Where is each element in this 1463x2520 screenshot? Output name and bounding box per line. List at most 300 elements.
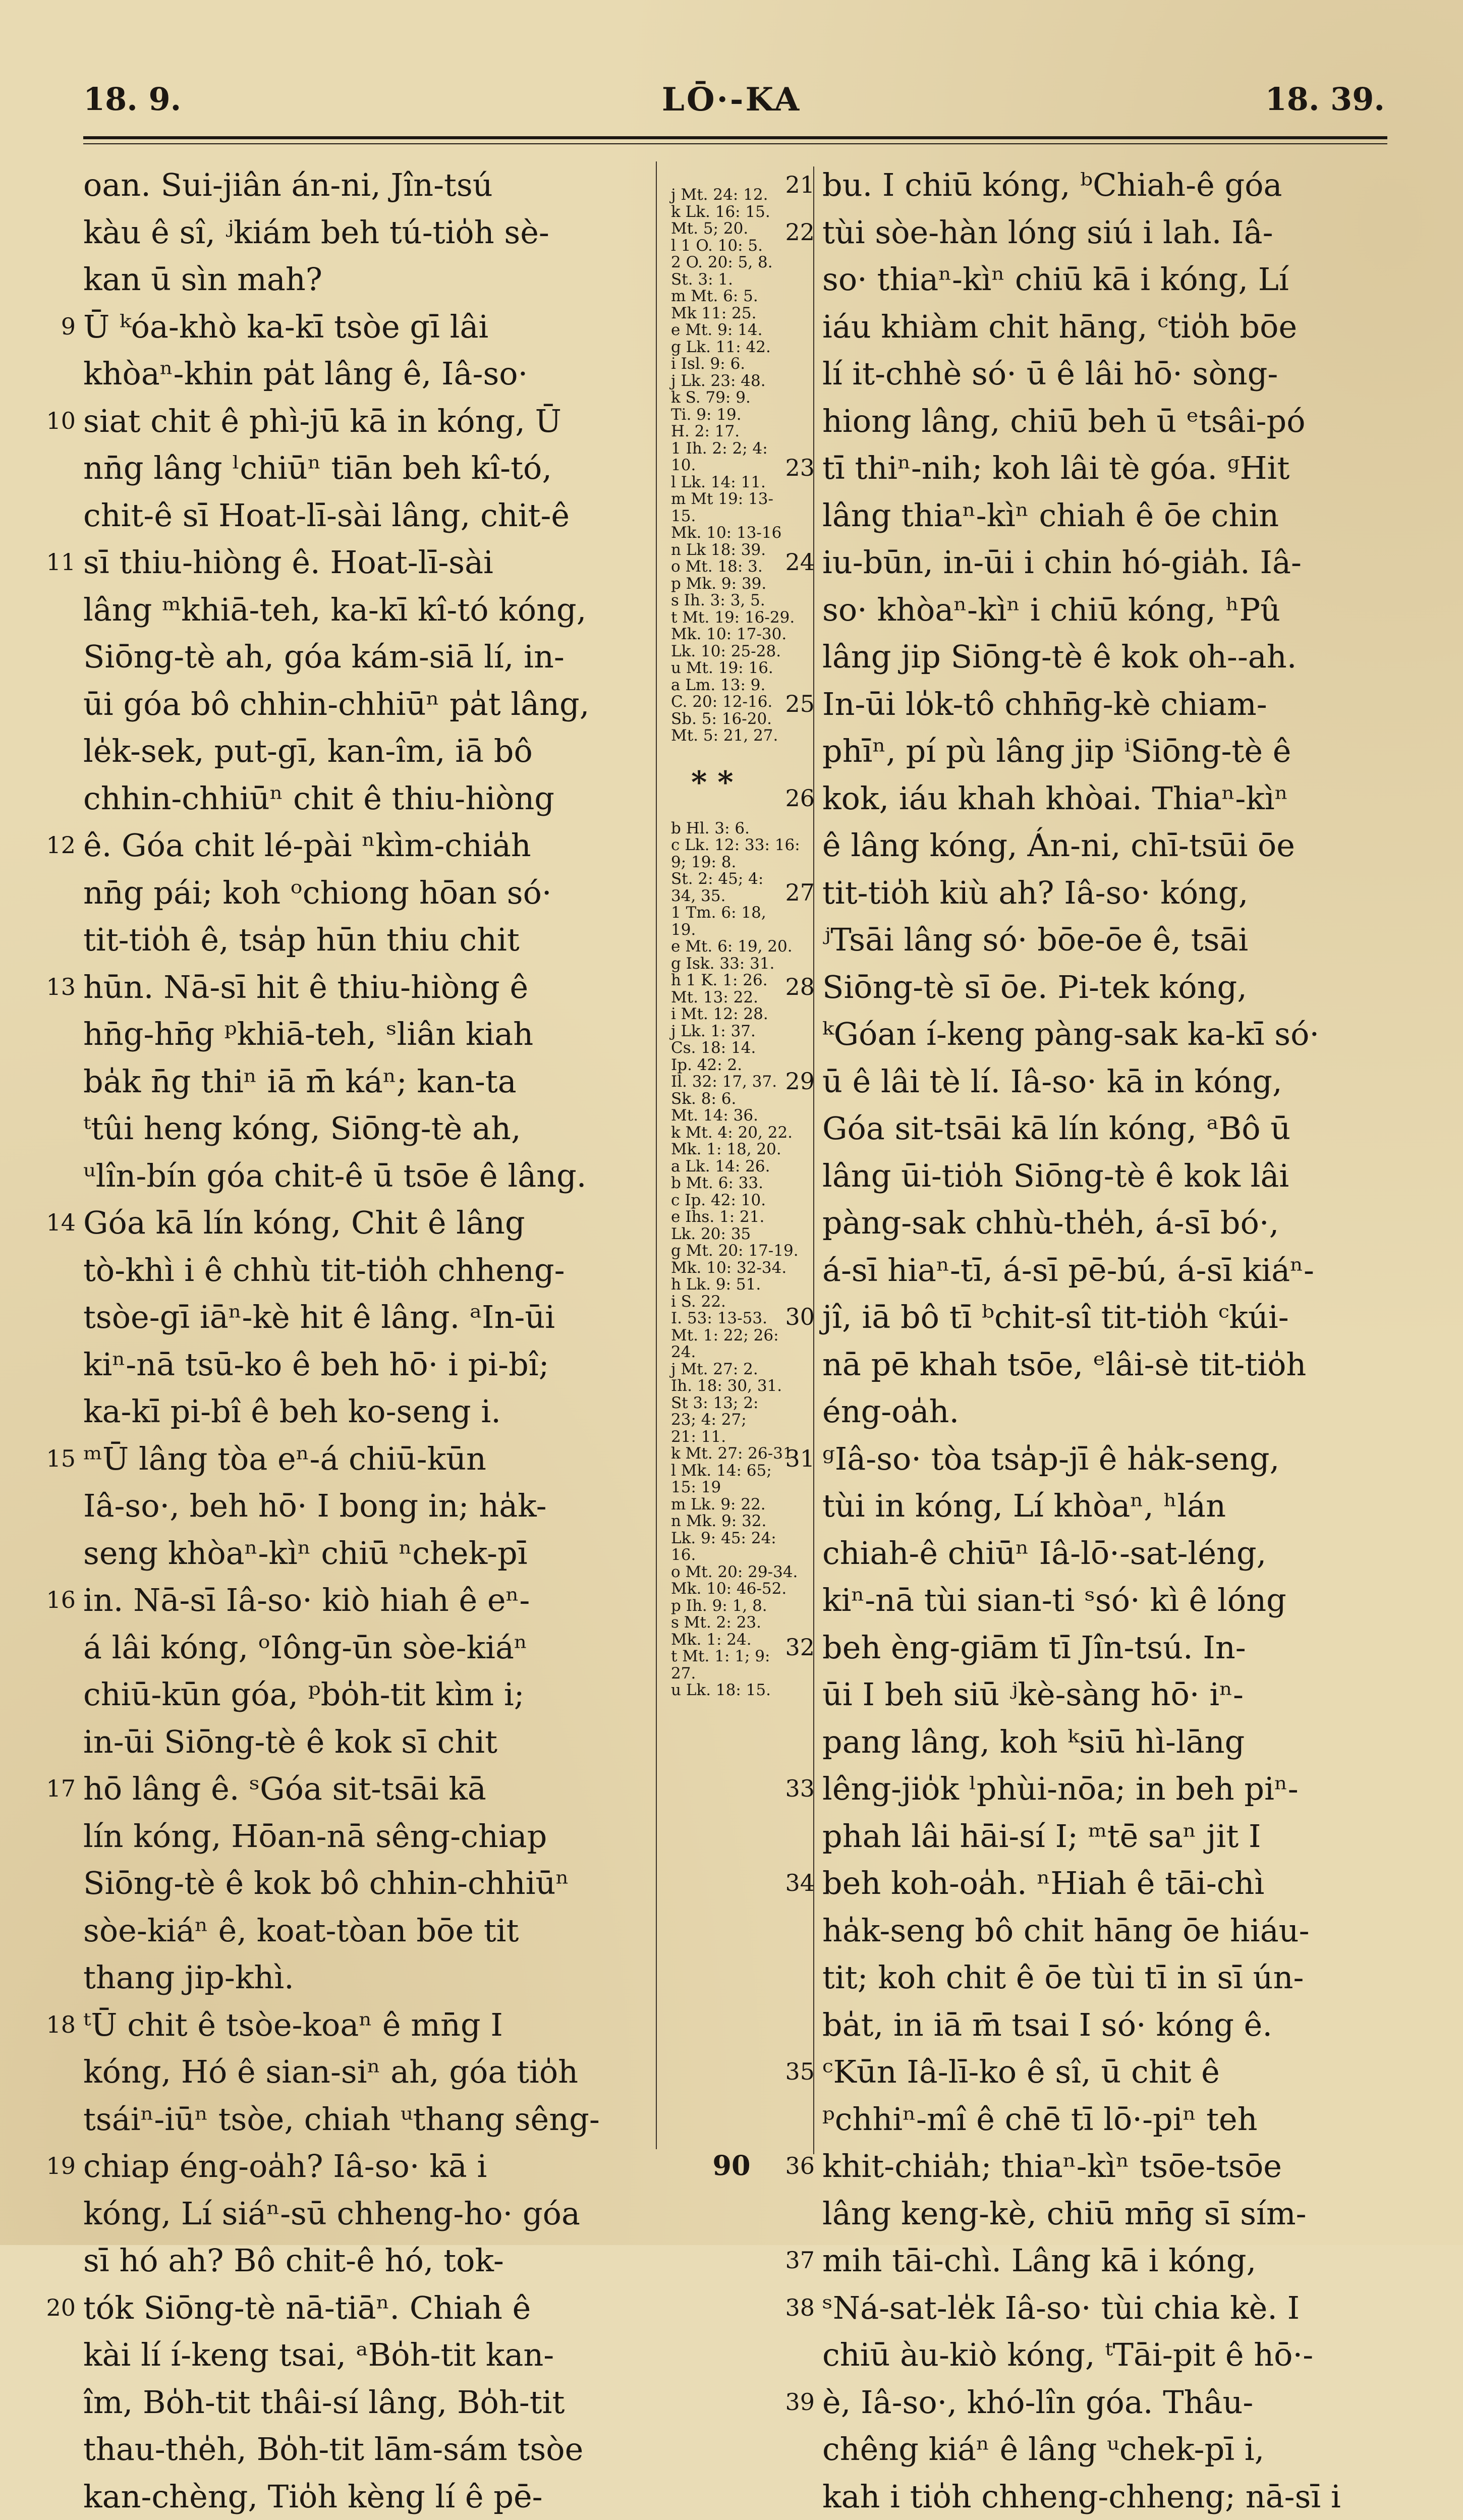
cross-reference: e Ihs. 1: 21.	[671, 1209, 807, 1226]
text-line	[822, 1718, 1382, 1766]
verse-text: phah lâi hāi-sí I; ᵐtē saⁿ jit I	[822, 1818, 1261, 1855]
text-line	[822, 964, 1382, 1011]
verse-text: kài lí í-keng tsai, ᵃBo̍h-tit kan-	[83, 2336, 554, 2373]
verse-text: Iâ-so·, beh hō· I bong in; ha̍k-	[83, 1487, 547, 1524]
text-line	[83, 633, 658, 681]
verse-text: sī thiu-hiòng ê. Hoat-lī-sài	[83, 544, 493, 581]
cross-reference: m Mt 19: 13-	[671, 491, 807, 508]
cross-reference: Mt. 14: 36.	[671, 1107, 807, 1125]
verse-text: hūn. Nā-sī hit ê thiu-hiòng ê	[83, 969, 528, 1005]
cross-reference: C. 20: 12-16.	[671, 694, 807, 711]
cross-reference: n Lk 18: 39.	[671, 542, 807, 559]
text-line	[83, 492, 658, 539]
cross-reference: i Isl. 9: 6.	[671, 356, 807, 373]
text-line	[83, 822, 658, 869]
verse-text: so· khòaⁿ-kìⁿ i chiū kóng, ʰPû	[822, 591, 1280, 628]
cross-reference: a Lk. 14: 26.	[671, 1158, 807, 1175]
verse-text: lâng thiaⁿ-kìⁿ chiah ê ōe chin	[822, 497, 1279, 534]
text-line	[822, 1813, 1382, 1860]
cross-reference: j Mt. 24: 12.	[671, 187, 807, 204]
text-line	[822, 444, 1382, 492]
verse-text: tò-khì i ê chhù tit-tio̍h chheng-	[83, 1252, 565, 1289]
cross-reference: Ti. 9: 19.	[671, 407, 807, 424]
text-line	[822, 775, 1382, 822]
cross-reference: Lk. 20: 35	[671, 1226, 807, 1243]
text-line	[83, 775, 658, 822]
verse-number: 15	[28, 1435, 76, 1483]
cross-reference: Il. 32: 17, 37.	[671, 1074, 807, 1091]
text-line	[822, 350, 1382, 398]
text-line	[822, 2237, 1382, 2284]
text-line	[822, 1247, 1382, 1294]
cross-reference: k Mt. 27: 26-31.	[671, 1445, 807, 1463]
cross-reference: St. 2: 45; 4:	[671, 871, 807, 888]
text-line	[83, 1435, 658, 1483]
text-line	[822, 1435, 1382, 1483]
verse-text: pang lâng, koh ᵏsiū hì-lāng	[822, 1723, 1245, 1760]
cross-reference: I. 53: 13-53.	[671, 1310, 807, 1327]
text-line	[822, 2096, 1382, 2143]
text-line	[83, 586, 658, 634]
cross-reference: g Isk. 33: 31.	[671, 956, 807, 973]
cross-reference: h Lk. 9: 51.	[671, 1276, 807, 1294]
text-line	[83, 727, 658, 775]
verse-text: tùi in kóng, Lí khòaⁿ, ʰlán	[822, 1487, 1226, 1524]
verse-number: 36	[767, 2143, 815, 2190]
cross-reference: j Lk. 1: 37.	[671, 1023, 807, 1040]
verse-text: ba̍k n̄g thiⁿ iā m̄ káⁿ; kan-ta	[83, 1063, 517, 1100]
verse-text: ᵖchhiⁿ-mî ê chē tī lō·-piⁿ teh	[822, 2101, 1258, 2138]
cross-reference: Sk. 8: 6.	[671, 1091, 807, 1108]
cross-reference: Mk. 10: 46-52.	[671, 1581, 807, 1598]
text-line	[83, 1718, 658, 1766]
text-line	[83, 209, 658, 256]
cross-reference: Mk. 10: 17-30.	[671, 626, 807, 643]
text-line	[822, 2190, 1382, 2237]
text-line	[83, 916, 658, 964]
verse-text: hō lâng ê. ˢGóa sit-tsāi kā	[83, 1770, 486, 1807]
cross-reference: i Mt. 12: 28.	[671, 1006, 807, 1023]
text-line	[83, 1954, 658, 2001]
verse-text: kan ū sìn mah?	[83, 261, 322, 298]
text-line	[822, 869, 1382, 917]
text-line	[822, 2379, 1382, 2426]
text-line	[83, 1105, 658, 1152]
verse-text: è, Iâ-so·, khó-lîn góa. Thâu-	[822, 2384, 1253, 2421]
text-line	[83, 350, 658, 398]
verse-text: ᵏGóan í-keng pàng-sak ka-kī só·	[822, 1016, 1319, 1052]
verse-number: 32	[767, 1624, 815, 1671]
cross-reference: Mk. 1: 24.	[671, 1632, 807, 1649]
text-line	[822, 1152, 1382, 1200]
cross-reference: k S. 79: 9.	[671, 389, 807, 407]
text-line	[83, 444, 658, 492]
cross-reference: j Lk. 23: 48.	[671, 373, 807, 390]
verse-text: tsòe-gī iāⁿ-kè hit ê lâng. ᵃIn-ūi	[83, 1299, 555, 1335]
text-line	[822, 256, 1382, 303]
verse-text: tī thiⁿ-nih; koh lâi tè góa. ᵍHit	[822, 450, 1289, 486]
verse-text: ba̍t, in iā m̄ tsai I só· kóng ê.	[822, 2006, 1272, 2043]
verse-text: lâng jip Siōng-tè ê kok oh--ah.	[822, 638, 1297, 675]
verse-text: ᵗtûi heng kóng, Siōng-tè ah,	[83, 1110, 521, 1147]
cross-reference: j Mt. 27: 2.	[671, 1361, 807, 1378]
verse-text: beh koh-oa̍h. ⁿHiah ê tāi-chì	[822, 1865, 1264, 1901]
verse-number: 28	[767, 964, 815, 1011]
cross-reference: o Mt. 18: 3.	[671, 558, 807, 576]
cross-reference: i S. 22.	[671, 1294, 807, 1311]
verse-text: Góa sit-tsāi kā lín kóng, ᵃBô ū	[822, 1110, 1290, 1147]
verse-text: phīⁿ, pí pù lâng jip ⁱSiōng-tè ê	[822, 733, 1291, 769]
verse-text: chiū-kūn góa, ᵖbo̍h-tit kìm i;	[83, 1676, 525, 1713]
verse-text: éng-oa̍h.	[822, 1393, 959, 1430]
header-rule-thin	[83, 143, 1387, 144]
cross-reference: Mt. 13: 22.	[671, 989, 807, 1006]
verse-text: chit-ê sī Hoat-lī-sài lâng, chit-ê	[83, 497, 570, 534]
verse-text: ˢNá-sat-le̍k Iâ-so· tùi chia kè. I	[822, 2289, 1300, 2326]
verse-text: tsáiⁿ-iūⁿ tsòe, chiah ᵘthang sêng-	[83, 2101, 600, 2138]
cross-reference: Mt. 1: 22; 26:	[671, 1327, 807, 1345]
cross-reference: e Mt. 9: 14.	[671, 322, 807, 339]
text-line	[822, 2426, 1382, 2473]
running-title: LŌ·-KA	[0, 81, 1463, 119]
verse-text: ū ê lâi tè lí. Iâ-so· kā in kóng,	[822, 1063, 1282, 1100]
text-line	[83, 2048, 658, 2096]
cross-reference: b Mt. 6: 33.	[671, 1175, 807, 1192]
text-line	[822, 1482, 1382, 1530]
verse-number: 39	[767, 2379, 815, 2426]
cross-reference: s Ih. 3: 3, 5.	[671, 592, 807, 609]
text-line	[822, 633, 1382, 681]
verse-number: 23	[767, 444, 815, 492]
text-line	[822, 1294, 1382, 1341]
text-line	[83, 2190, 658, 2237]
verse-text: sī hó ah? Bô chit-ê hó, tok-	[83, 2242, 504, 2279]
verse-text: á lâi kóng, ᵒIông-ūn sòe-kiáⁿ	[83, 1629, 528, 1666]
text-line	[83, 1907, 658, 1954]
verse-text: nn̄g lâng ˡchiūⁿ tiān beh kî-tó,	[83, 450, 552, 486]
text-line	[822, 1530, 1382, 1577]
verse-text: tók Siōng-tè nā-tiāⁿ. Chiah ê	[83, 2289, 531, 2326]
text-line	[822, 822, 1382, 869]
cross-reference: 1 Ih. 2: 2; 4:	[671, 440, 807, 458]
text-line	[822, 916, 1382, 964]
verse-text: Ū ᵏóa-khò ka-kī tsòe gī lâi	[83, 308, 488, 345]
text-line	[83, 1624, 658, 1671]
verse-text: tit; koh chit ê ōe tùi tī in sī ún-	[822, 1959, 1304, 1996]
verse-text: tit-tio̍h ê, tsa̍p hūn thiu chit	[83, 921, 520, 958]
verse-text: ᶜKūn Iâ-lī-ko ê sî, ū chit ê	[822, 2053, 1220, 2090]
text-line	[83, 2237, 658, 2284]
verse-text: In-ūi lo̍k-tô chhn̄g-kè chiam-	[822, 686, 1267, 722]
verse-number: 37	[767, 2237, 815, 2284]
verse-text: lín kóng, Hōan-nā sêng-chiap	[83, 1818, 547, 1855]
verse-text: Siōng-tè sī ōe. Pi-tek kóng,	[822, 969, 1247, 1005]
text-line	[83, 303, 658, 351]
cross-reference: u Mt. 19: 16.	[671, 660, 807, 677]
text-line	[83, 2426, 658, 2473]
cross-reference: 10.	[671, 457, 807, 474]
verse-text: ūi I beh siū ʲkè-sàng hō· iⁿ-	[822, 1676, 1244, 1713]
text-line	[83, 398, 658, 445]
cross-reference: Sb. 5: 16-20.	[671, 711, 807, 728]
text-line	[822, 1577, 1382, 1624]
verse-text: bu. I chiū kóng, ᵇChiah-ê góa	[822, 166, 1282, 203]
text-line	[822, 2048, 1382, 2096]
cross-reference: k Mt. 4: 20, 22.	[671, 1125, 807, 1142]
text-line	[83, 1671, 658, 1718]
text-line	[83, 1813, 658, 1860]
reference-separator: * *	[671, 745, 807, 820]
verse-text: kàu ê sî, ʲkiám beh tú-tio̍h sè-	[83, 214, 549, 251]
cross-reference: l 1 O. 10: 5.	[671, 238, 807, 255]
verse-text: pàng-sak chhù-the̍h, á-sī bó·,	[822, 1204, 1279, 1241]
verse-number: 16	[28, 1577, 76, 1624]
cross-reference: 21: 11.	[671, 1429, 807, 1446]
verse-number: 26	[767, 775, 815, 822]
verse-number: 34	[767, 1860, 815, 1907]
verse-text: in. Nā-sī Iâ-so· kiò hiah ê eⁿ-	[83, 1582, 530, 1618]
text-line	[822, 1105, 1382, 1152]
text-line	[822, 303, 1382, 351]
cross-reference: 2 O. 20: 5, 8.	[671, 254, 807, 271]
cross-reference: m Lk. 9: 22.	[671, 1496, 807, 1514]
text-line	[83, 1294, 658, 1341]
cross-reference: Mk. 10: 32-34.	[671, 1260, 807, 1277]
verse-number: 35	[767, 2048, 815, 2096]
verse-text: so· thiaⁿ-kìⁿ chiū kā i kóng, Lí	[822, 261, 1289, 298]
verse-text: Siōng-tè ê kok bô chhin-chhiūⁿ	[83, 1865, 569, 1901]
verse-number: 33	[767, 1765, 815, 1813]
verse-number: 29	[767, 1058, 815, 1105]
text-line	[83, 2096, 658, 2143]
cross-reference: Mk 11: 25.	[671, 305, 807, 322]
verse-number: 31	[767, 1435, 815, 1483]
verse-number: 25	[767, 681, 815, 728]
verse-text: Góa kā lín kóng, Chit ê lâng	[83, 1204, 525, 1241]
verse-number: 10	[28, 398, 76, 445]
verse-text: ka-kī pi-bî ê beh ko-seng i.	[83, 1393, 501, 1430]
verse-text: hn̄g-hn̄g ᵖkhiā-teh, ˢliân kiah	[83, 1016, 533, 1052]
verse-text: tùi sòe-hàn lóng siú i lah. Iâ-	[822, 214, 1273, 251]
verse-text: siat chit ê phì-jū kā in kóng, Ū	[83, 403, 561, 439]
verse-text: ūi góa bô chhin-chhiūⁿ pa̍t lâng,	[83, 686, 589, 722]
text-line	[822, 1860, 1382, 1907]
cross-reference: 23; 4: 27;	[671, 1412, 807, 1429]
text-line	[83, 1482, 658, 1530]
text-line	[83, 161, 658, 209]
text-line	[83, 1199, 658, 1247]
verse-text: thang jip-khì.	[83, 1959, 294, 1996]
verse-text: kan-chèng, Tio̍h kèng lí ê pē-	[83, 2478, 543, 2515]
verse-text: kóng, Lí siáⁿ-sū chheng-ho· góa	[83, 2195, 580, 2232]
cross-reference: St. 3: 1.	[671, 271, 807, 289]
text-line	[822, 586, 1382, 634]
text-line	[822, 1388, 1382, 1435]
header-left-reference: 18. 9.	[83, 81, 181, 118]
cross-reference: Ip. 42: 2.	[671, 1057, 807, 1074]
text-line	[822, 1765, 1382, 1813]
cross-reference: h 1 K. 1: 26.	[671, 972, 807, 989]
text-line	[822, 1954, 1382, 2001]
verse-text: thau-the̍h, Bo̍h-tit lām-sám tsòe	[83, 2431, 583, 2468]
verse-number: 21	[767, 161, 815, 209]
cross-reference: b Hl. 3: 6.	[671, 820, 807, 837]
text-line	[822, 1199, 1382, 1247]
cross-reference: 9; 19: 8.	[671, 854, 807, 871]
verse-number: 24	[767, 539, 815, 586]
text-line	[83, 681, 658, 728]
cross-reference: n Mk. 9: 32.	[671, 1513, 807, 1530]
verse-number: 19	[28, 2143, 76, 2190]
cross-reference: c Ip. 42: 10.	[671, 1192, 807, 1209]
text-line	[83, 2001, 658, 2049]
verse-number: 20	[28, 2284, 76, 2332]
header-right-reference: 18. 39.	[1265, 81, 1385, 118]
verse-text: chêng kiáⁿ ê lâng ᵘchek-pī i,	[822, 2431, 1264, 2468]
cross-reference: 15: 19	[671, 1479, 807, 1496]
verse-text: seng khòaⁿ-kìⁿ chiū ⁿchek-pī	[83, 1535, 528, 1572]
verse-text: Siōng-tè ah, góa kám-siā lí, in-	[83, 638, 565, 675]
cross-reference: s Mt. 2: 23.	[671, 1614, 807, 1632]
verse-text: mih tāi-chì. Lâng kā i kóng,	[822, 2242, 1256, 2279]
verse-text: kah i tio̍h chheng-chheng; nā-sī i	[822, 2478, 1341, 2515]
header-rule-thick	[83, 136, 1387, 139]
cross-reference: Mk. 10: 13-16	[671, 525, 807, 542]
cross-reference: p Ih. 9: 1, 8.	[671, 1598, 807, 1615]
text-line	[822, 1907, 1382, 1954]
text-line	[83, 964, 658, 1011]
verse-text: á-sī hiaⁿ-tī, á-sī pē-bú, á-sī kiáⁿ-	[822, 1252, 1314, 1289]
cross-reference: e Mt. 6: 19, 20.	[671, 938, 807, 956]
text-line	[822, 2284, 1382, 2332]
verse-text: sòe-kiáⁿ ê, koat-tòan bōe tit	[83, 1912, 519, 1949]
cross-reference: g Mt. 20: 17-19.	[671, 1243, 807, 1260]
verse-number: 14	[28, 1199, 76, 1247]
cross-reference: St 3: 13; 2:	[671, 1395, 807, 1412]
cross-reference: p Mk. 9: 39.	[671, 576, 807, 593]
verse-text: lâng ᵐkhiā-teh, ka-kī kî-tó kóng,	[83, 591, 586, 628]
text-line	[822, 1624, 1382, 1671]
cross-reference: o Mt. 20: 29-34.	[671, 1564, 807, 1581]
cross-reference: Ih. 18: 30, 31.	[671, 1378, 807, 1395]
text-line	[83, 1011, 658, 1058]
text-line	[822, 2001, 1382, 2049]
verse-text: kiⁿ-nā tùi sian-ti ˢsó· kì ê lóng	[822, 1582, 1286, 1618]
verse-text: ᵘlîn-bín góa chit-ê ū tsōe ê lâng.	[83, 1157, 586, 1194]
text-line	[83, 1341, 658, 1388]
cross-reference: 27.	[671, 1665, 807, 1683]
cross-reference: u Lk. 18: 15.	[671, 1682, 807, 1699]
text-line	[822, 1058, 1382, 1105]
verse-text: ê. Góa chit lé-pài ⁿkìm-chia̍h	[83, 827, 531, 864]
text-line	[83, 1765, 658, 1813]
text-line	[83, 539, 658, 586]
verse-text: lí it-chhè só· ū ê lâi hō· sòng-	[822, 355, 1278, 392]
text-line	[822, 398, 1382, 445]
verse-text: chiap éng-oa̍h? Iâ-so· kā i	[83, 2148, 487, 2185]
cross-reference: Lk. 9: 45: 24:	[671, 1530, 807, 1547]
verse-text: ᵍIâ-so· tòa tsa̍p-jī ê ha̍k-seng,	[822, 1440, 1279, 1477]
verse-number: 30	[767, 1294, 815, 1341]
text-line	[822, 539, 1382, 586]
verse-text: nā pē khah tsōe, ᵉlâi-sè tit-tio̍h	[822, 1346, 1306, 1383]
text-line	[822, 2331, 1382, 2379]
text-line	[822, 209, 1382, 256]
text-line	[822, 2473, 1382, 2520]
verse-text: ʲTsāi lâng só· bōe-ōe ê, tsāi	[822, 921, 1248, 958]
verse-text: khit-chia̍h; thiaⁿ-kìⁿ tsōe-tsōe	[822, 2148, 1282, 2185]
verse-text: khòaⁿ-khin pa̍t lâng ê, Iâ-so·	[83, 355, 528, 392]
text-line	[83, 1058, 658, 1105]
text-line	[822, 161, 1382, 209]
cross-reference: g Lk. 11: 42.	[671, 339, 807, 356]
cross-reference: l Lk. 14: 11.	[671, 474, 807, 491]
verse-text: le̍k-sek, put-gī, kan-îm, iā bô	[83, 733, 533, 769]
verse-text: kóng, Hó ê sian-siⁿ ah, góa tio̍h	[83, 2053, 578, 2090]
cross-reference: l Mk. 14: 65;	[671, 1463, 807, 1480]
text-line	[83, 2331, 658, 2379]
verse-text: îm, Bo̍h-tit thâi-sí lâng, Bo̍h-tit	[83, 2384, 565, 2421]
verse-number: 18	[28, 2001, 76, 2049]
verse-text: chiū àu-kiò kóng, ᵗTāi-pit ê hō·-	[822, 2336, 1313, 2373]
text-line	[83, 1577, 658, 1624]
verse-text: chiah-ê chiūⁿ Iâ-lō·-sat-léng,	[822, 1535, 1266, 1572]
cross-reference: 34, 35.	[671, 888, 807, 905]
verse-text: chhin-chhiūⁿ chit ê thiu-hiòng	[83, 780, 554, 817]
verse-text: beh èng-giām tī Jîn-tsú. In-	[822, 1629, 1246, 1666]
text-line	[83, 2379, 658, 2426]
text-line	[83, 256, 658, 303]
verse-number: 12	[28, 822, 76, 869]
verse-text: in-ūi Siōng-tè ê kok sī chit	[83, 1723, 497, 1760]
text-line	[83, 1860, 658, 1907]
verse-text: lêng-jio̍k ˡphùi-nōa; in beh piⁿ-	[822, 1770, 1299, 1807]
verse-number: 27	[767, 869, 815, 917]
cross-reference: 16.	[671, 1547, 807, 1564]
cross-reference: Cs. 18: 14.	[671, 1040, 807, 1057]
text-line	[822, 492, 1382, 539]
cross-reference: t Mt. 19: 16-29.	[671, 609, 807, 627]
text-line	[822, 1341, 1382, 1388]
text-line	[83, 2284, 658, 2332]
verse-number: 13	[28, 964, 76, 1011]
verse-text: ha̍k-seng bô chit hāng ōe hiáu-	[822, 1912, 1310, 1949]
verse-number: 22	[767, 209, 815, 256]
text-line	[822, 727, 1382, 775]
verse-number: 38	[767, 2284, 815, 2332]
verse-text: oan. Sui-jiân án-ni, Jîn-tsú	[83, 166, 493, 203]
verse-text: jî, iā bô tī ᵇchit-sî tit-tio̍h ᶜkúi-	[822, 1299, 1289, 1335]
verse-text: hiong lâng, chiū beh ū ᵉtsâi-pó	[822, 403, 1306, 439]
text-line	[83, 1152, 658, 1200]
text-line	[83, 1247, 658, 1294]
cross-reference: Mk. 1: 18, 20.	[671, 1141, 807, 1158]
cross-reference: H. 2: 17.	[671, 423, 807, 440]
cross-reference: Mt. 5: 21, 27.	[671, 727, 807, 745]
text-line	[83, 1530, 658, 1577]
verse-text: kok, iáu khah khòai. Thiaⁿ-kìⁿ	[822, 780, 1288, 817]
cross-reference: Lk. 10: 25-28.	[671, 643, 807, 660]
text-line	[83, 2473, 658, 2520]
verse-number: 9	[28, 303, 76, 351]
text-line	[822, 1671, 1382, 1718]
verse-text: ᵗŪ chit ê tsòe-koaⁿ ê mn̄g I	[83, 2006, 503, 2043]
cross-reference: 1 Tm. 6: 18,	[671, 905, 807, 922]
verse-text: nn̄g pái; koh ᵒchiong hōan só·	[83, 874, 552, 911]
text-line	[83, 869, 658, 917]
cross-reference: 24.	[671, 1344, 807, 1361]
verse-text: tit-tio̍h kiù ah? Iâ-so· kóng,	[822, 874, 1248, 911]
